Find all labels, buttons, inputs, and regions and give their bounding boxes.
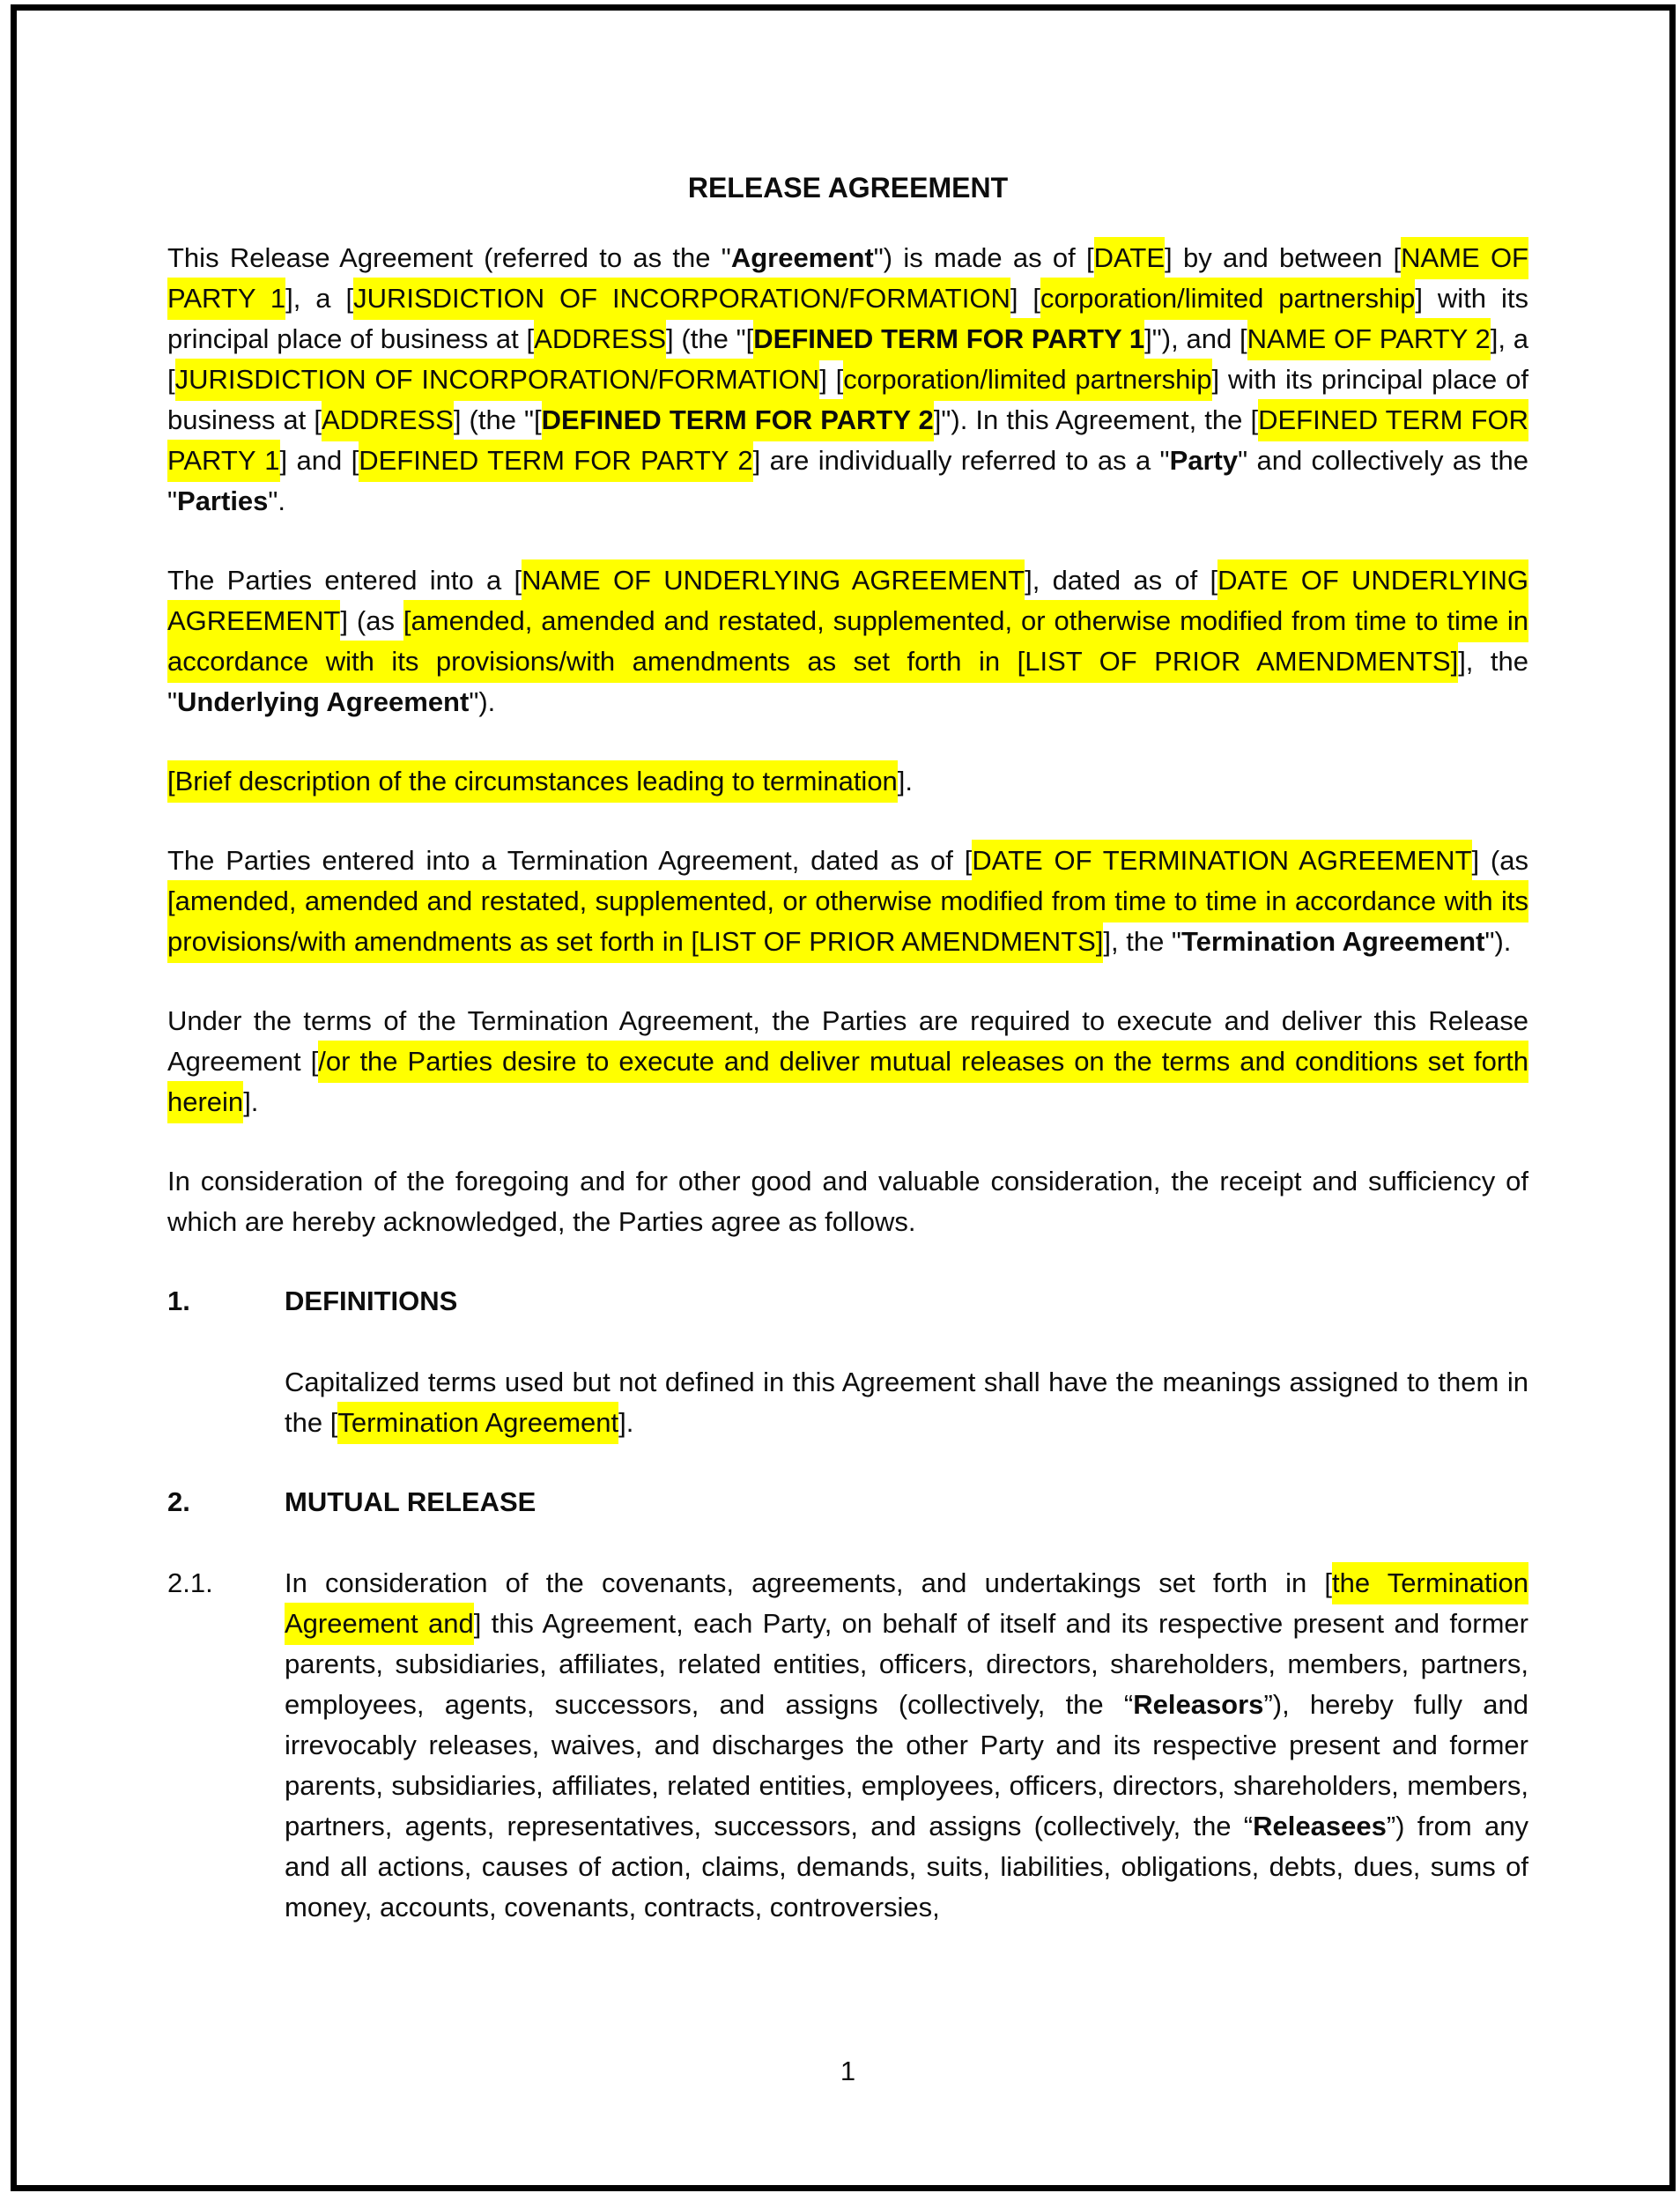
- text-run: ], a [: [167, 323, 1529, 395]
- text-run: Releasors: [1133, 1689, 1264, 1720]
- text-run: ] this Agreement, each Party, on behalf of itself and its respective present and former parents, subsidiaries, affiliates, related entities, officers, directors, shareholders, members, partners, employees, agents, successors, and assigns (collectively, the “: [285, 1608, 1528, 1720]
- highlighted-placeholder: DATE OF UNDERLYING AGREEMENT: [167, 559, 1528, 642]
- page-number: 1: [840, 2056, 856, 2086]
- highlighted-placeholder: DATE: [1094, 237, 1165, 279]
- text-run: ] with its principal place of business at [: [167, 283, 1528, 354]
- highlighted-placeholder: NAME OF PARTY 1: [167, 237, 1528, 320]
- body-paragraph: [167, 1001, 1528, 1122]
- text-run: Parties: [177, 485, 269, 516]
- highlighted-placeholder: DEFINED TERM FOR PARTY 2: [359, 440, 752, 482]
- text-run: ] (the "[: [666, 323, 754, 354]
- text-run: This Release Agreement (referred to as the ": [167, 242, 731, 273]
- text-run: ] are individually referred to as a ": [752, 445, 1170, 476]
- body-paragraph: [285, 1362, 1528, 1443]
- body-paragraph: [167, 238, 1528, 522]
- text-run: ].: [618, 1407, 634, 1438]
- section-title: MUTUAL RELEASE: [285, 1486, 537, 1517]
- section-number: 2.: [167, 1486, 190, 1517]
- text-run: ] [: [1010, 283, 1041, 314]
- text-run: ] (as: [1471, 845, 1528, 876]
- highlighted-placeholder: DEFINED TERM FOR PARTY 2: [542, 399, 934, 441]
- text-run: ").: [469, 686, 496, 717]
- highlighted-placeholder: DEFINED TERM FOR PARTY 1: [167, 399, 1528, 482]
- text-run: Underlying Agreement: [177, 686, 470, 717]
- section-number: 1.: [167, 1285, 190, 1316]
- highlighted-placeholder: /or the Parties desire to execute and deliver mutual releases on the terms and conditions set forth herein: [167, 1041, 1528, 1123]
- highlighted-placeholder: corporation/limited partnership: [1040, 278, 1415, 320]
- text-run: Party: [1169, 445, 1239, 476]
- text-run: ]"). In this Agreement, the [: [933, 404, 1259, 435]
- highlighted-placeholder: JURISDICTION OF INCORPORATION/FORMATION: [353, 278, 1010, 320]
- text-run: ".: [268, 485, 286, 516]
- text-run: Termination Agreement: [1180, 926, 1485, 957]
- text-run: Under the terms of the Termination Agreement, the Parties are required to execute and deliver this Release Agreement [: [167, 1005, 1528, 1077]
- text-run: The Parties entered into a [: [167, 565, 522, 596]
- text-run: ], the ": [1103, 926, 1181, 957]
- document-body: [167, 238, 1528, 1928]
- section-title: DEFINITIONS: [285, 1285, 458, 1316]
- highlighted-placeholder: ADDRESS: [534, 318, 666, 360]
- text-run: ], the ": [167, 646, 1529, 717]
- highlighted-placeholder: [Brief description of the circumstances leading to termination: [167, 760, 898, 803]
- text-run: ").: [1484, 926, 1512, 957]
- highlighted-placeholder: ADDRESS: [322, 399, 454, 441]
- text-run: ] (the "[: [453, 404, 542, 435]
- text-run: ] by and between [: [1165, 242, 1402, 273]
- document-content: [167, 0, 1529, 2086]
- text-run: ].: [243, 1086, 259, 1117]
- highlighted-placeholder: DEFINED TERM FOR PARTY 1: [753, 318, 1144, 360]
- section-heading: [167, 1281, 1528, 1322]
- clause-text: [285, 1563, 1528, 1928]
- numbered-clause: [167, 1563, 1528, 1928]
- text-run: ”) from any and all actions, causes of action, claims, demands, suits, liabilities, obligations, debts, dues, sums of money, accounts, covenants, contracts, controversies,: [285, 1811, 1528, 1923]
- text-run: ], dated as of [: [1025, 565, 1218, 596]
- body-paragraph: [167, 761, 1528, 802]
- highlighted-placeholder: JURISDICTION OF INCORPORATION/FORMATION: [175, 359, 820, 401]
- text-run: ") is made as of [: [873, 242, 1094, 273]
- text-run: ]"), and [: [1144, 323, 1247, 354]
- text-run: ] [: [819, 364, 844, 395]
- highlighted-placeholder: NAME OF UNDERLYING AGREEMENT: [522, 559, 1025, 602]
- text-run: In consideration of the covenants, agreements, and undertakings set forth in [: [285, 1567, 1333, 1598]
- text-run: ] with its principal place of business at [: [167, 364, 1528, 435]
- highlighted-placeholder: DATE OF TERMINATION AGREEMENT: [972, 840, 1471, 882]
- text-run: Agreement: [730, 242, 874, 273]
- highlighted-placeholder: NAME OF PARTY 2: [1247, 318, 1491, 360]
- text-run: ] and [: [279, 445, 359, 476]
- text-run: The Parties entered into a Termination Agreement, dated as of [: [167, 845, 973, 876]
- text-run: ] (as: [340, 605, 403, 636]
- highlighted-placeholder: Termination Agreement: [337, 1402, 618, 1444]
- document-title: RELEASE AGREEMENT: [687, 172, 1009, 204]
- highlighted-placeholder: [amended, amended and restated, supplemented, or otherwise modified from time to time in accordance with its provisions/with amendments as set forth in [LIST OF PRIOR AMENDMENTS]: [167, 880, 1528, 963]
- highlighted-placeholder: corporation/limited partnership: [843, 359, 1211, 401]
- section-heading: [167, 1482, 1528, 1523]
- text-run: ], a [: [285, 283, 354, 314]
- highlighted-placeholder: [amended, amended and restated, supplemented, or otherwise modified from time to time in accordance with its provisions/with amendments as set forth in [LIST OF PRIOR AMENDMENTS]: [167, 600, 1528, 683]
- text-run: Releasees: [1253, 1811, 1387, 1841]
- body-paragraph: [167, 841, 1528, 962]
- highlighted-placeholder: the Termination Agreement and: [285, 1562, 1528, 1645]
- text-run: " and collectively as the ": [167, 445, 1528, 516]
- text-run: ].: [897, 766, 914, 796]
- clause-number: 2.1.: [167, 1567, 213, 1598]
- text-run: ”), hereby fully and irrevocably releases, waives, and discharges the other Party and its respective present and former parents, subsidiaries, affiliates, related entities, employees, officers, directors, shareholders, members, partners, agents, representatives, successors, and assigns (collectively, the “: [285, 1689, 1529, 1841]
- body-paragraph: [167, 560, 1528, 722]
- text-run: In consideration of the foregoing and for other good and valuable consideration, the receipt and sufficiency of which are hereby acknowledged, the Parties agree as follows.: [167, 1166, 1528, 1237]
- text-run: Capitalized terms used but not defined in this Agreement shall have the meanings assigned to them in the [: [285, 1367, 1528, 1438]
- body-paragraph: [167, 1161, 1528, 1242]
